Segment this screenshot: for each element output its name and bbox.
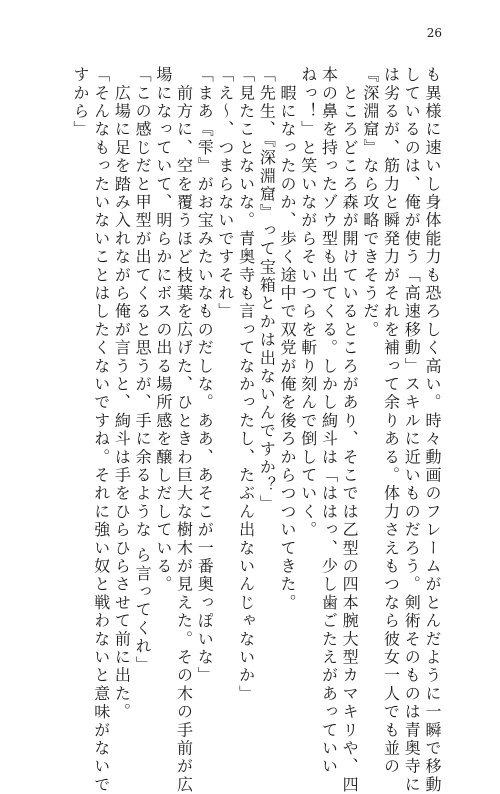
text-column-13: 前方に、空を覆うほど枝葉を広げた、ひときわ巨大な樹木が見えた。その木の手前が広 (174, 66, 194, 794)
text-column-12: 「まあ『雫』がお宝みたいなものだしな。ああ、あそこが一番奥っぽいな」 (195, 66, 215, 685)
text-column-5: ところどころ森が開けているところがあり、そこでは乙型の四本腕大型カマキリや、四 (340, 66, 360, 794)
text-column-9: 「先生、『深淵窟』って宝箱とかは出ないんですか？」 (257, 66, 277, 513)
text-column-4: 『深淵窟』なら攻略できそうだ。 (360, 66, 380, 339)
body-text (71, 66, 442, 794)
text-column-6: 本の鼻を持ったゾウ型も出てくる。しかし絢斗は「ははっ、少し歯ごたえがあっていい (319, 66, 339, 776)
text-column-18: すから」 (71, 66, 90, 139)
text-column-8: 暇になったのか、歩く途中で双党が俺を後ろからつついてきた。 (278, 66, 298, 612)
text-column-11: 「え～、つまらないですそれ」 (215, 66, 235, 321)
text-column-15: 「この感じだと甲型が出てくると思うが、手に余るような ら言ってくれ」 (133, 66, 153, 674)
text-column-1: も異様に速いし身体能力も恐ろしく高い。時々動画のフレームがとんだように一瞬で移動 (422, 66, 442, 794)
page-number: 26 (426, 26, 442, 40)
text-column-17: 「そんなもったいないことはしたくないですね。それに強い奴と戦わないと意味がないで (91, 66, 111, 794)
text-column-3: は劣るが、筋力と瞬発力がそれを補って余りある。体力さえもつなら彼女一人でも並の (381, 66, 401, 776)
text-column-2: しているのは、俺が使う「高速移動」スキルに近いものだろう。剣術そのものは青奥寺に (402, 66, 422, 794)
text-column-7: ねっ！」と笑いながらそいつらを斬り刻んで倒していく。 (298, 66, 318, 540)
text-column-10: 「見たことないな。青奥寺も言ってなかったし、たぶん出ないんじゃないか」 (236, 66, 256, 703)
text-column-16: 広場に足を踏み入れながら俺が言うと、絢斗は手をひらひらさせて前に出た。 (112, 66, 132, 722)
text-column-14: 場になっていて、明らかにボスの出る場所感を醸しだしている。 (153, 66, 173, 594)
